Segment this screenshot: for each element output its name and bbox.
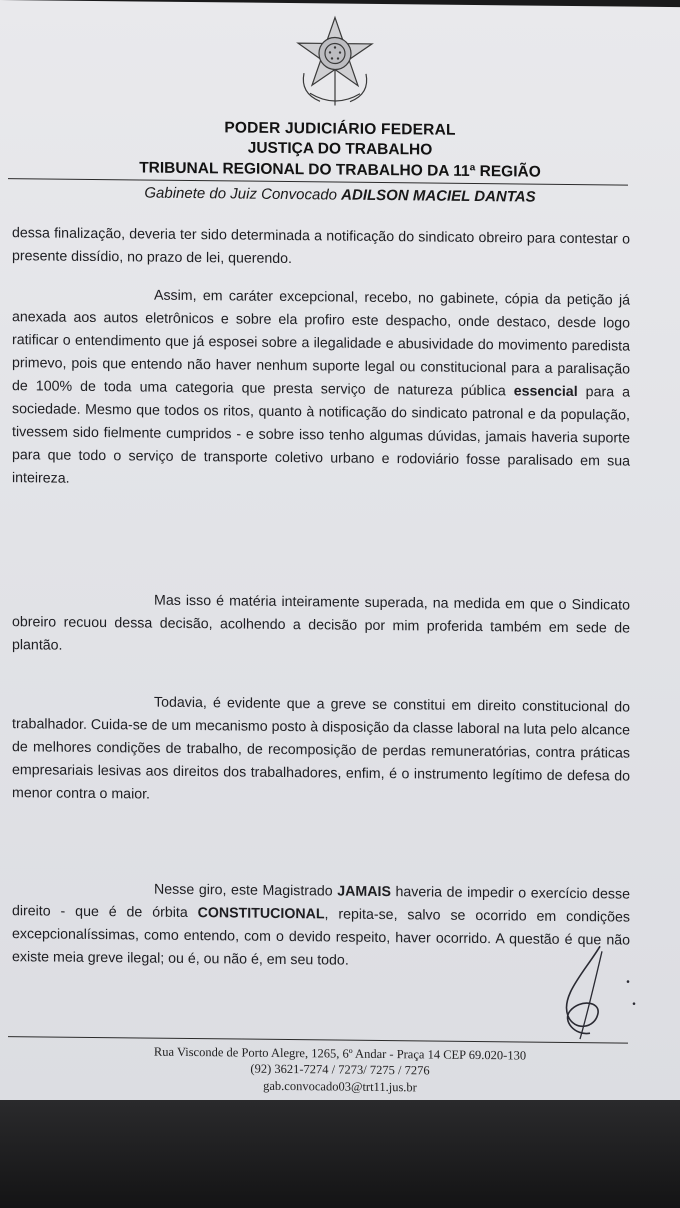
paragraph-2-text-b: para a sociedade. Mesmo que todos os ritos, quanto à notificação do sindicato patronal e da população, tivessem sido fielmente cumpridos - e sobre isso tenho algumas dúvidas, jamais haveria suporte para que todo o serviço de transporte coletivo urbano e rodoviário fosse paralisado em sua inteireza. [12,384,630,487]
header-judge-name: ADILSON MACIEL DANTAS [341,186,536,206]
handwritten-signature [540,941,640,1042]
paragraph-4-text: Todavia, é evidente que a greve se constitui em direito constitucional do trabalhador. Cuida-se de um mecanismo posto à disposição da classe laboral na luta pelo alcance de melhores condições de trabalho, de recomposição de perdas remuneratórias, contra práticas empresariais lesivas aos direitos dos trabalhadores, enfim, é o instrumento legítimo de defesa do menor contra o maior. [12,694,630,803]
footer-address: Rua Visconde de Porto Alegre, 1265, 6º Andar - Praça 14 CEP 69.020-130 [153,1044,527,1063]
paragraph-5-text-a: Nesse giro, este Magistrado [154,881,338,900]
paragraph-3-text: Mas isso é matéria inteiramente superada, na medida em que o Sindicato obreiro recuou dessa decisão, acolhendo a decisão por mim proferida também em sede de plantão. [12,592,630,654]
header-labor-justice: JUSTIÇA DO TRABALHO [247,139,433,159]
paragraph-5-bold-1: JAMAIS [337,883,391,901]
footer-phone: (92) 3621-7274 / 7273/ 7275 / 7276 [250,1061,430,1078]
footer-divider [8,1036,628,1043]
paragraph-5-text-c: , repita-se, salvo se ocorrido em condições excepcionalíssimas, como entendo, com o devido respeito, haver ocorrido. A questão é que não existe meia greve ilegal; ou é, ou não é, em seu todo. [12,906,630,969]
paragraph-2 [12,283,630,496]
paragraph-1: dessa finalização, deveria ter sido determinada a notificação do sindicato obreiro para contestar o presente dissídio, no prazo de lei, querendo. [12,225,630,268]
footer-email: gab.convocado03@trt11.jus.br [263,1078,417,1095]
header-tribunal: TRIBUNAL REGIONAL DO TRABALHO DA 11ª REGIÃO [139,159,541,181]
paragraph-5 [12,877,630,975]
paragraph-5-text-b: haveria de impedir o exercício desse direito - que é de órbita [12,884,630,922]
coat-of-arms-seal [290,13,380,114]
background-surface [0,1100,680,1208]
paragraph-5-bold-2: CONSTITUCIONAL [197,905,325,923]
header-judiciary: PODER JUDICIÁRIO FEDERAL [224,119,456,139]
paragraph-4 [12,690,630,811]
paragraph-2-bold: essencial [513,383,578,401]
paragraph-3 [12,588,630,663]
paragraph-2-text-a: Assim, em caráter excepcional, recebo, no gabinete, cópia da petição já anexada aos autos eletrônicos e sobre ela profiro este despacho, onde destaco, desde logo ratificar o entendimento que já esposei sobre a ilegalidade e abusividade do movimento paredista primevo, pois que entendo não haver nenhum suporte legal ou constitucional para a paralisação de 100% de toda uma categoria que presta serviço de natureza pública [12,287,630,400]
header-office [0,183,680,207]
header-office-prefix: Gabinete do Juiz Convocado [144,184,342,204]
